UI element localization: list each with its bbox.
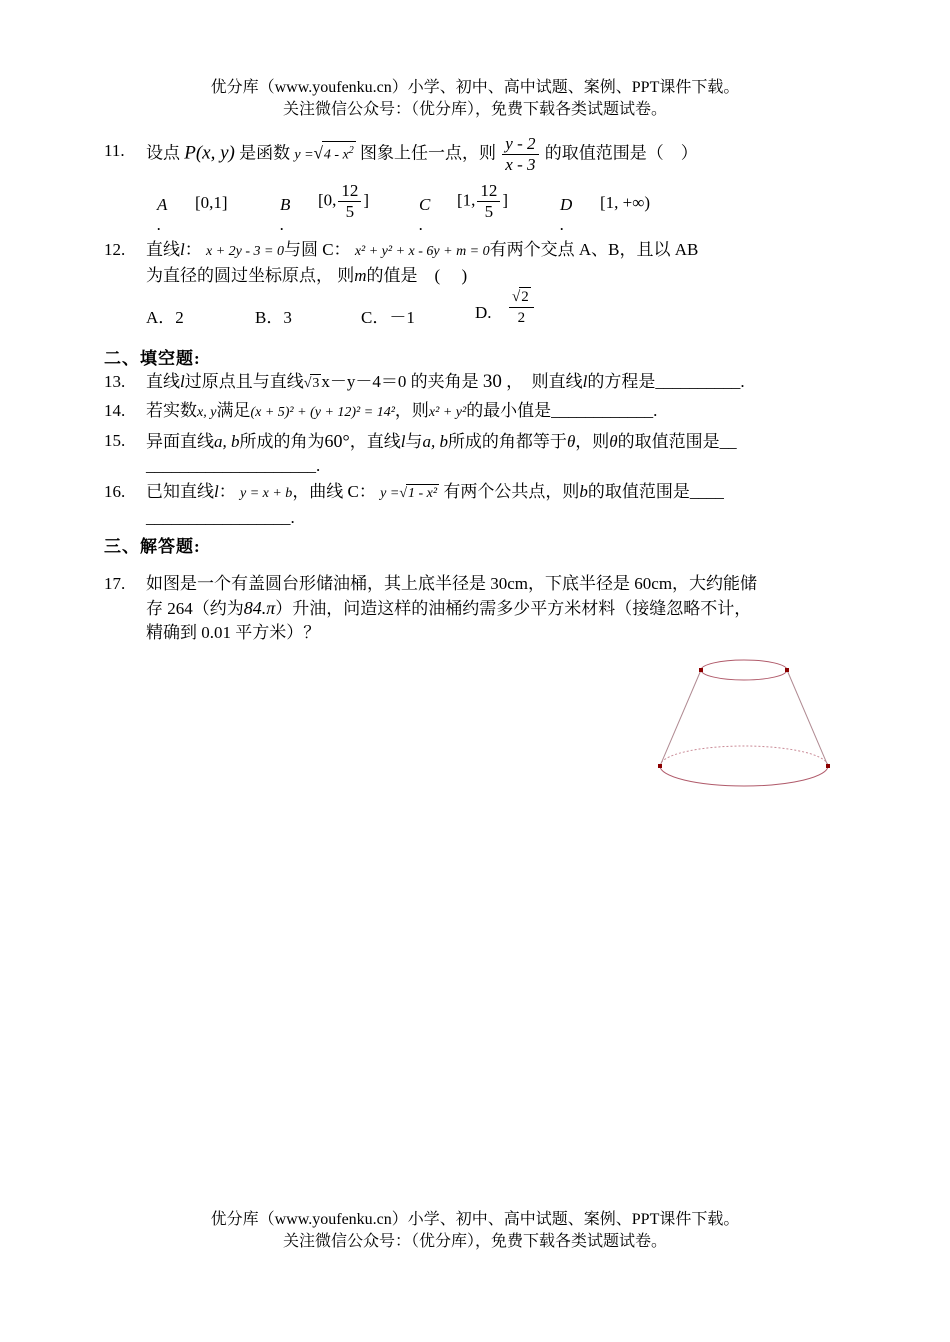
q17-line-2a: 存 264（约为	[146, 599, 244, 618]
question-number: 15.	[104, 431, 126, 450]
header-line-2: 关注微信公众号：（优分库），免费下载各类试题试卷。	[282, 101, 667, 118]
option-a-value: [0,1]	[195, 193, 228, 212]
footer-line-1: 优分库（www.youfenku.cn）小学、初中、高中试题、案例、PPT课件下载。	[210, 1211, 740, 1228]
vertex-point	[785, 668, 789, 672]
question-number: 14.	[104, 401, 126, 420]
q12-text: 的值是 ( )	[366, 266, 468, 285]
q15-text: ____________________.	[146, 456, 321, 475]
q11-text: 图象上任一点，则	[360, 143, 497, 163]
q15-theta: θ	[566, 432, 576, 451]
frustum-figure	[650, 650, 840, 795]
bottom-ellipse-back	[660, 746, 828, 766]
option-d-label: D.	[475, 303, 492, 322]
option-c-value: [1, $\frac{12}{5}$ ]	[457, 181, 509, 221]
q11-text: 是函数	[239, 143, 291, 163]
option-b-label: B .	[280, 195, 291, 234]
question-13: 13. 直线l过原点且与直线√3 x－y－4＝0 的夹角是 30 ， 则直线l的方程是__________.	[104, 371, 745, 392]
q12-colon: ：	[184, 240, 202, 259]
question-12	[104, 238, 849, 288]
q14-text: 的最小值是____________.	[466, 401, 658, 420]
q12-text: 与圆 C：	[283, 240, 351, 259]
q15-text: 与	[405, 432, 423, 451]
question-number: 17.	[104, 574, 126, 593]
question-17	[104, 572, 849, 645]
q16-text: 已知直线	[146, 482, 214, 501]
q12-line-equation: x + 2y - 3 = 0	[205, 244, 284, 259]
q15-ab: a, b	[422, 432, 448, 451]
vertex-point	[658, 764, 662, 768]
option-d-label: D .	[560, 195, 573, 234]
q15-text: 所成的角为	[239, 432, 325, 451]
q13-angle: 30	[482, 371, 502, 392]
q13-text: 的方程是__________.	[587, 372, 745, 391]
q12-text: 直线	[146, 240, 180, 259]
option-c: C．－1	[361, 308, 415, 327]
q12-options	[146, 289, 646, 333]
option-b-value: [0, $\frac{12}{5}$ ]	[318, 181, 370, 221]
q15-ab: a, b	[214, 432, 240, 451]
q16-curve-lhs: y =	[380, 486, 400, 501]
question-number: 11.	[104, 141, 125, 160]
line-l: l	[582, 372, 588, 391]
q13-sqrt: 3	[312, 376, 320, 391]
vertex-point	[826, 764, 830, 768]
q16-text: ，曲线 C：	[292, 482, 376, 501]
q17-line-3: 精确到 0.01 平方米）？	[146, 623, 321, 642]
q12-m: m	[354, 266, 367, 285]
q16-b: b	[579, 482, 588, 501]
option-d-value: $\frac{√2}{2}$	[509, 287, 534, 328]
q11-text: 设点	[146, 143, 180, 163]
question-11: 11. 设点 P(x, y) 是函数 $y =√4 - x^2$ 图象上任一点，则 $\frac{y - 2}{x - 3}$ 的取值范围是（ ）	[104, 134, 698, 174]
option-a-label: A .	[157, 195, 168, 234]
q17-line-1: 如图是一个有盖圆台形储油桶，其上底半径是 30cm，下底半径是 60cm，大约能储	[146, 574, 758, 593]
line-l: l	[180, 372, 185, 391]
q14-text: ，则	[394, 401, 429, 420]
bottom-ellipse-front	[660, 766, 828, 786]
q15-text: ，则	[575, 432, 610, 451]
option-d-value: [1, +∞)	[600, 193, 651, 212]
q16-text: 有两个公共点，则	[443, 482, 580, 501]
q15-text: 异面直线	[146, 432, 214, 451]
vertex-point	[699, 668, 703, 672]
q11-text: 的取值范围是（ ）	[544, 143, 698, 163]
q13-text: 过原点且与直线	[184, 372, 304, 391]
q14-expression: x² + y²	[428, 405, 467, 420]
q14-equation: (x + 5)² + (y + 12)² = 14²	[250, 405, 395, 420]
q12-text: 有两个交点 A、B，且以 AB	[489, 240, 699, 259]
q15-text: 的取值范围是__	[617, 432, 737, 451]
q15-angle: 60°	[324, 431, 350, 451]
header-line-1: 优分库（www.youfenku.cn）小学、初中、高中试题、案例、PPT课件下载。	[210, 79, 740, 96]
q17-line-2c: ）升油，问造这样的油桶约需多少平方米材料（接缝忽略不计，	[275, 599, 752, 618]
q11-fraction: $\frac{y - 2}{x - 3}$	[502, 134, 538, 175]
q13-text: ， 则直线	[506, 372, 583, 391]
q14-text: 满足	[216, 401, 251, 420]
top-ellipse	[701, 660, 787, 680]
q16-colon: ：	[218, 482, 236, 501]
q13-text: x－y－4＝0 的夹角是	[321, 372, 479, 391]
q13-text: 直线	[146, 372, 180, 391]
option-a: A．2	[146, 308, 184, 327]
q16-line-equation: y = x + b	[239, 486, 293, 501]
line-l: l	[214, 482, 219, 501]
left-slant-edge	[660, 670, 701, 766]
q12-circle-equation: x² + y² + x - 6y + m = 0	[354, 244, 490, 259]
question-number: 12.	[104, 240, 126, 259]
right-slant-edge	[787, 670, 828, 766]
line-l: l	[180, 240, 185, 259]
q16-curve-radicand: 1 - x²	[408, 486, 438, 501]
q17-volume: 84.π	[243, 598, 276, 618]
question-number: 13.	[104, 372, 126, 391]
q11-point: P(x, y)	[184, 142, 235, 164]
question-14	[104, 399, 849, 425]
q16-text: 的取值范围是____	[587, 482, 724, 501]
line-l: l	[400, 432, 406, 451]
question-number: 16.	[104, 482, 126, 501]
q11-func-lhs: y =	[294, 147, 314, 163]
q15-theta: θ	[609, 432, 618, 451]
question-16: 16. 已知直线l： y = x + b，曲线 C： y =√1 - x² 有两个公共点，则b的取值范围是____ _________________.	[104, 482, 724, 527]
q15-text: ，直线	[349, 432, 401, 451]
section-fill-in-title: 二、填空题:	[104, 349, 201, 368]
footer-line-2: 关注微信公众号：（优分库），免费下载各类试题试卷。	[282, 1233, 667, 1250]
q14-text: 若实数	[146, 401, 197, 420]
option-c-label: C .	[419, 195, 431, 234]
option-b: B．3	[255, 308, 292, 327]
q15-text: 所成的角都等于	[447, 432, 567, 451]
q14-vars: x, y	[197, 405, 217, 420]
section-solve-title: 三、解答题:	[104, 537, 201, 556]
q16-text: _________________.	[146, 508, 295, 527]
q11-func-radicand: $4 - x^2$	[322, 141, 356, 165]
q12-text: 为直径的圆过坐标原点， 则	[146, 266, 355, 285]
question-15	[104, 429, 849, 478]
